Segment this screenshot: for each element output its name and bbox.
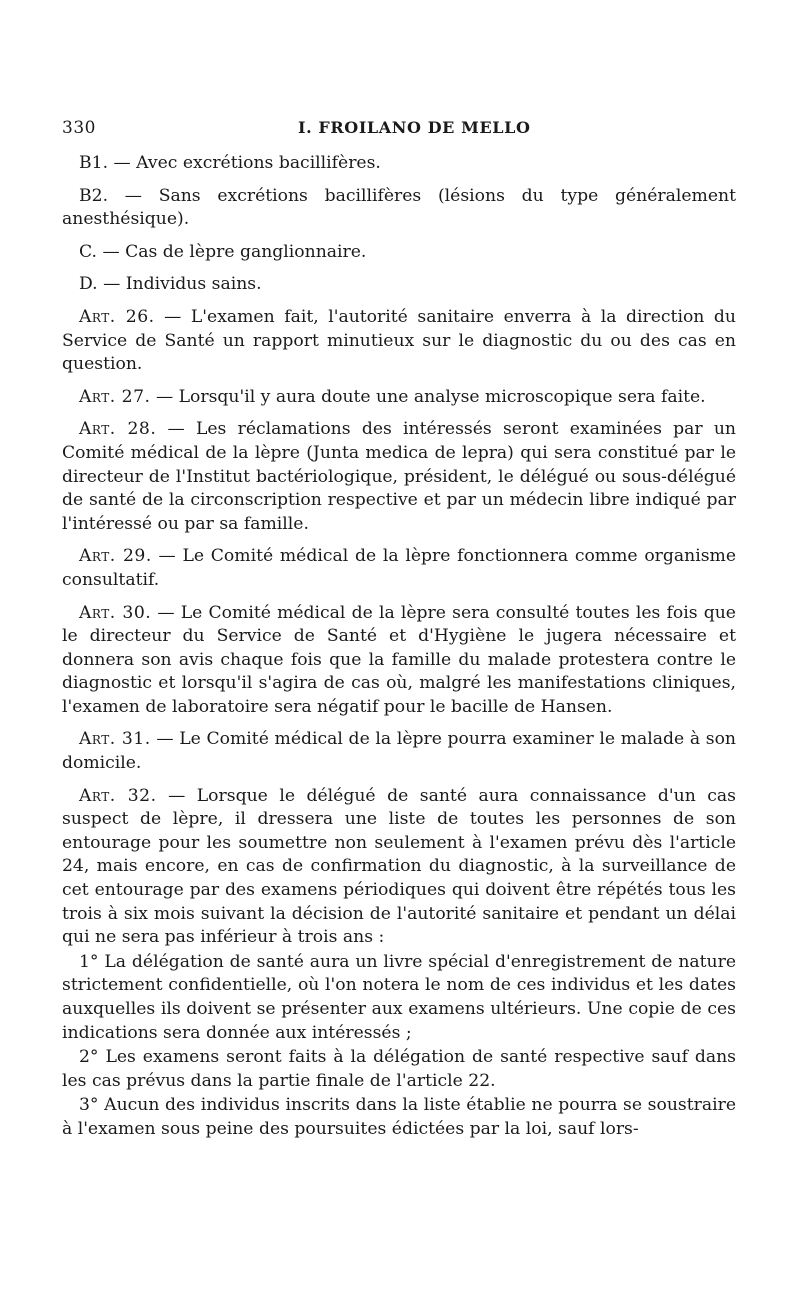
article-label: Art. 31.	[79, 729, 151, 750]
article-text: — L'examen fait, l'autorité sanitaire enverra à la direction du Service de Santé un rapport minutieux sur le diagnostic du ou des cas en question.	[62, 306, 736, 375]
article-31	[62, 728, 736, 775]
list-item-3: 3° Aucun des individus inscrits dans la liste établie ne pourra se soustraire à l'examen sous peine des poursuites édictées par la loi, sauf lors-	[62, 1095, 736, 1139]
page-header	[62, 118, 736, 138]
article-30	[62, 602, 736, 720]
page-number: 330	[62, 118, 96, 138]
article-text: — Lorsqu'il y aura doute une analyse microscopique sera faite.	[150, 386, 706, 407]
article-label: Art. 32.	[79, 785, 157, 806]
article-label: Art. 29.	[79, 546, 152, 567]
article-text: — Le Comité médical de la lèpre fonctionnera comme organisme consultatif.	[62, 546, 736, 590]
list-item-2: 2° Les examens seront faits à la délégation de santé respective sauf dans les cas prévus dans la partie finale de l'article 22.	[62, 1047, 736, 1091]
body-text	[62, 152, 736, 1142]
paragraph-b1: B1. — Avec excrétions bacillifères.	[79, 153, 381, 173]
article-text: — Le Comité médical de la lèpre sera consulté toutes les fois que le directeur du Service de Santé et d'Hygiène le jugera nécessaire et donnera son avis chaque fois que la famille du malade protestera contre le diagnostic et lorsqu'il s'agira de cas où, malgré les manifestations cliniques, l'examen de laboratoire sera négatif pour le bacille de Hansen.	[62, 602, 736, 717]
article-text: — Lorsque le délégué de santé aura connaissance d'un cas suspect de lèpre, il dressera une liste de toutes les personnes de son entourage pour les soumettre non seulement à l'examen prévu dès l'article 24, mais encore, en cas de confirmation du diagnostic, à la surveillance de cet entourage par des examens périodiques qui doivent être répétés tous les trois à six mois suivant la décision de l'autorité sanitaire et pendant un délai qui ne sera pas inférieur à trois ans :	[62, 785, 736, 948]
running-head: I. FROILANO DE MELLO	[298, 118, 531, 137]
article-26	[62, 306, 736, 377]
article-27	[62, 386, 736, 410]
paragraph-d: D. — Individus sains.	[79, 274, 262, 295]
article-text: — Les réclamations des intéressés seront examinées par un Comité médical de la lèpre (Junta medica de lepra) qui sera constitué par le directeur de l'Institut bactériologique, président, le délégué ou sous-délégué de santé de la circonscription respective et par un médecin libre indiqué par l'intéressé ou par sa famille.	[62, 419, 736, 534]
article-28	[62, 418, 736, 536]
article-label: Art. 26.	[79, 306, 155, 327]
article-label: Art. 30.	[79, 602, 152, 623]
list-item-1: 1° La délégation de santé aura un livre spécial d'enregistrement de nature strictement confidentielle, où l'on notera le nom de ces individus et les dates auxquelles ils doivent se présenter aux examens ultérieurs. Une copie de ces indications sera donnée aux intéressés ;	[62, 951, 736, 1043]
article-29	[62, 545, 736, 592]
article-32	[62, 785, 736, 950]
article-label: Art. 27.	[79, 386, 151, 407]
article-text: — Le Comité médical de la lèpre pourra examiner le malade à son domicile.	[62, 729, 736, 774]
paragraph-c: C. — Cas de lèpre ganglionnaire.	[79, 241, 367, 262]
paragraph-b2: B2. — Sans excrétions bacillifères (lésions du type généralement anesthésique).	[62, 185, 736, 230]
article-label: Art. 28.	[79, 419, 157, 440]
